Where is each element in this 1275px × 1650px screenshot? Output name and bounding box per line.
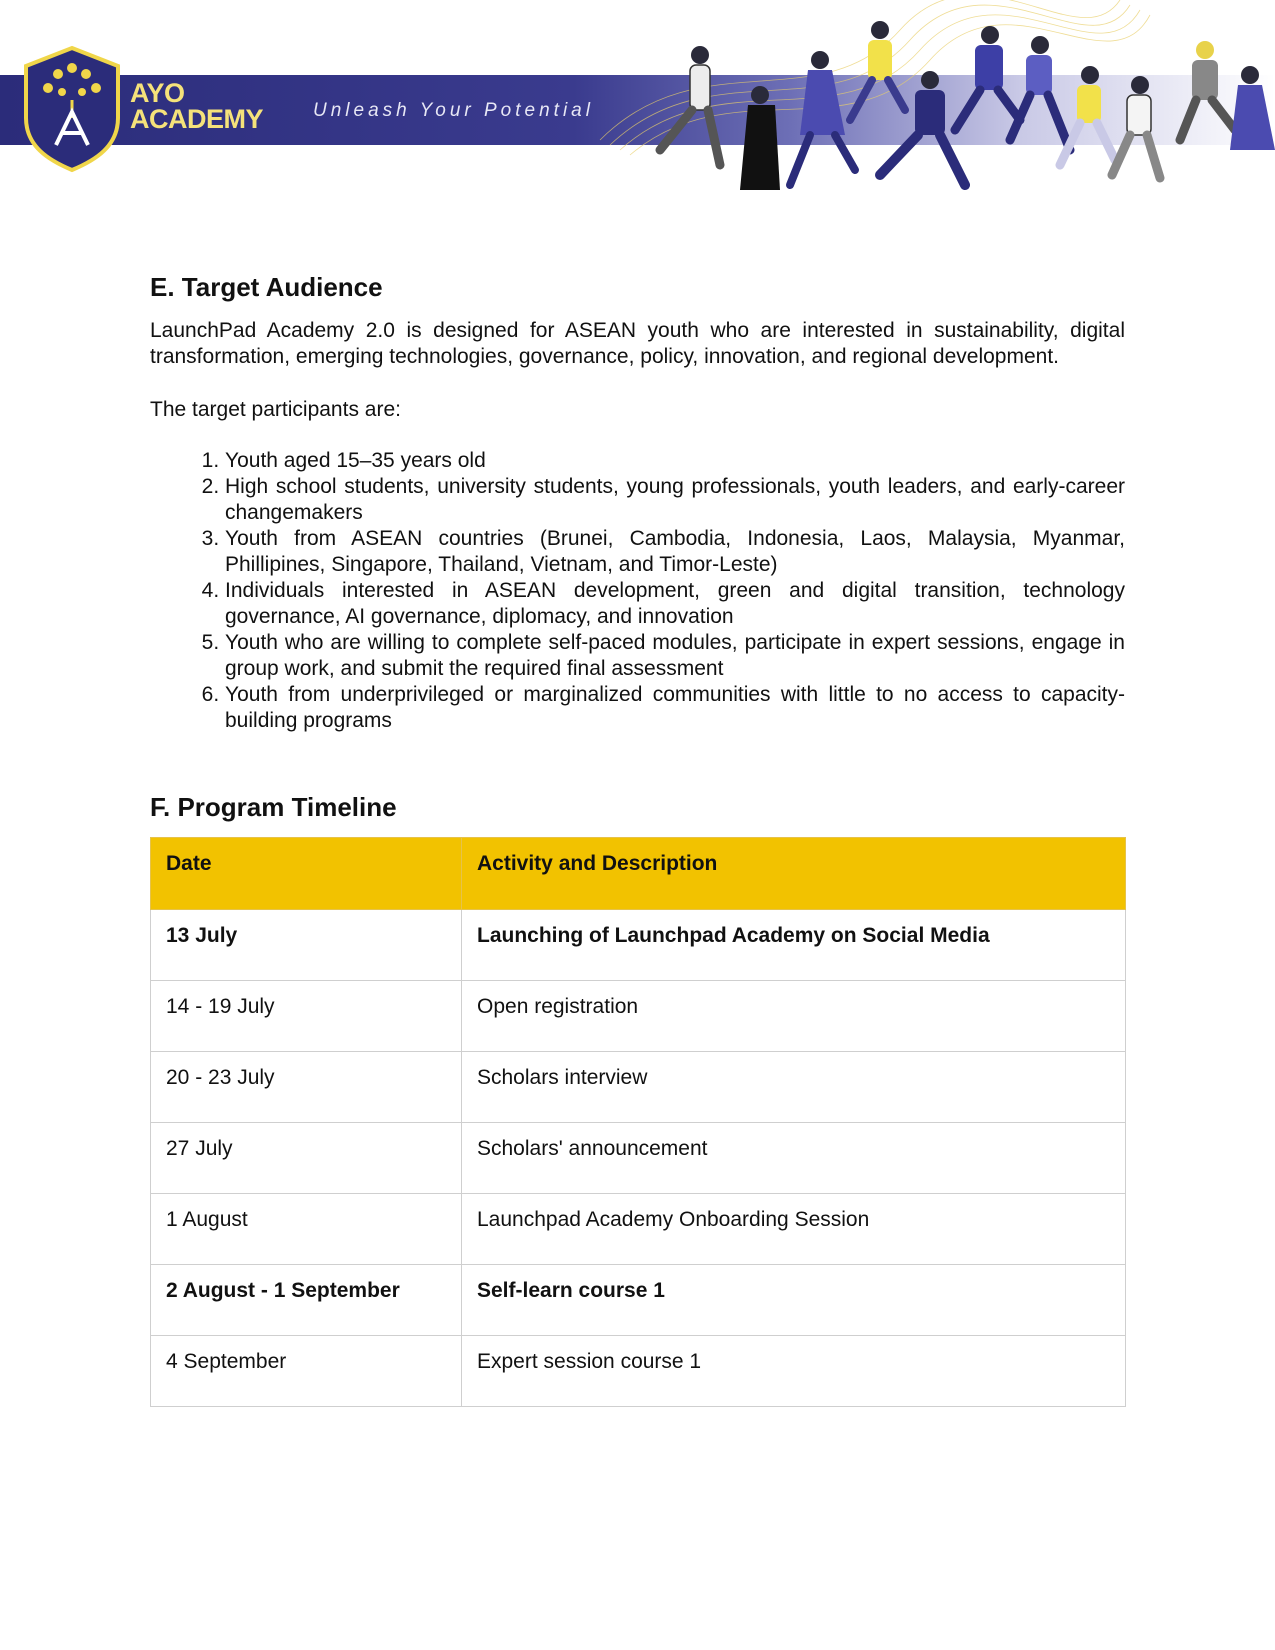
activity-cell: Scholars' announcement (462, 1123, 1126, 1194)
date-cell: 27 July (151, 1123, 462, 1194)
table-row (151, 1265, 1126, 1336)
header-banner (0, 0, 1275, 210)
table-row (151, 910, 1126, 981)
list-item: 5. Youth who are willing to complete self-paced modules, participate in expert sessions, engage in group work, and submit the required final assessment (225, 630, 1125, 682)
activity-cell: Self-learn course 1 (462, 1265, 1126, 1336)
table-row (151, 1336, 1126, 1407)
activity-cell: Expert session course 1 (462, 1336, 1126, 1407)
column-header-date: Date (151, 838, 462, 910)
table-row (151, 1052, 1126, 1123)
table-row (151, 1194, 1126, 1265)
section-e-heading: E. Target Audience (150, 272, 383, 302)
academy-shield-logo (26, 48, 118, 170)
list-item: 3. Youth from ASEAN countries (Brunei, Cambodia, Indonesia, Laos, Malaysia, Myanmar, Phillipines, Singapore, Thailand, Vietnam, and Timor-Leste) (225, 526, 1125, 578)
participants-list (150, 448, 1125, 734)
list-item: 1. Youth aged 15–35 years old (225, 448, 1125, 474)
timeline-table (150, 837, 1126, 1407)
date-cell: 2 August - 1 September (151, 1265, 462, 1336)
date-cell: 1 August (151, 1194, 462, 1265)
list-item: 4. Individuals interested in ASEAN development, green and digital transition, technology governance, AI governance, diplomacy, and innovation (225, 578, 1125, 630)
table-header-row (151, 838, 1126, 910)
list-item: 6. Youth from underprivileged or marginalized communities with little to no access to capacity-building programs (225, 682, 1125, 734)
section-f-heading: F. Program Timeline (150, 792, 397, 822)
table-row (151, 981, 1126, 1052)
activity-cell: Open registration (462, 981, 1126, 1052)
section-e-intro: LaunchPad Academy 2.0 is designed for ASEAN youth who are interested in sustainability, digital transformation, emerging technologies, governance, policy, innovation, and regional development. (150, 319, 1125, 368)
brand-line-2: ACADEMY (130, 104, 264, 134)
activity-cell: Scholars interview (462, 1052, 1126, 1123)
date-cell: 4 September (151, 1336, 462, 1407)
document-body (150, 272, 1125, 1407)
date-cell: 20 - 23 July (151, 1052, 462, 1123)
section-e-lead: The target participants are: (150, 398, 401, 421)
date-cell: 13 July (151, 910, 462, 981)
tagline: Unleash Your Potential (313, 100, 594, 121)
brand-line-1: AYO (130, 78, 185, 108)
activity-cell: Launching of Launchpad Academy on Social Media (462, 910, 1126, 981)
column-header-activity: Activity and Description (462, 838, 1126, 910)
date-cell: 14 - 19 July (151, 981, 462, 1052)
activity-cell: Launchpad Academy Onboarding Session (462, 1194, 1126, 1265)
list-item: 2. High school students, university students, young professionals, youth leaders, and early-career changemakers (225, 474, 1125, 526)
brand-name (130, 80, 263, 132)
table-row (151, 1123, 1126, 1194)
